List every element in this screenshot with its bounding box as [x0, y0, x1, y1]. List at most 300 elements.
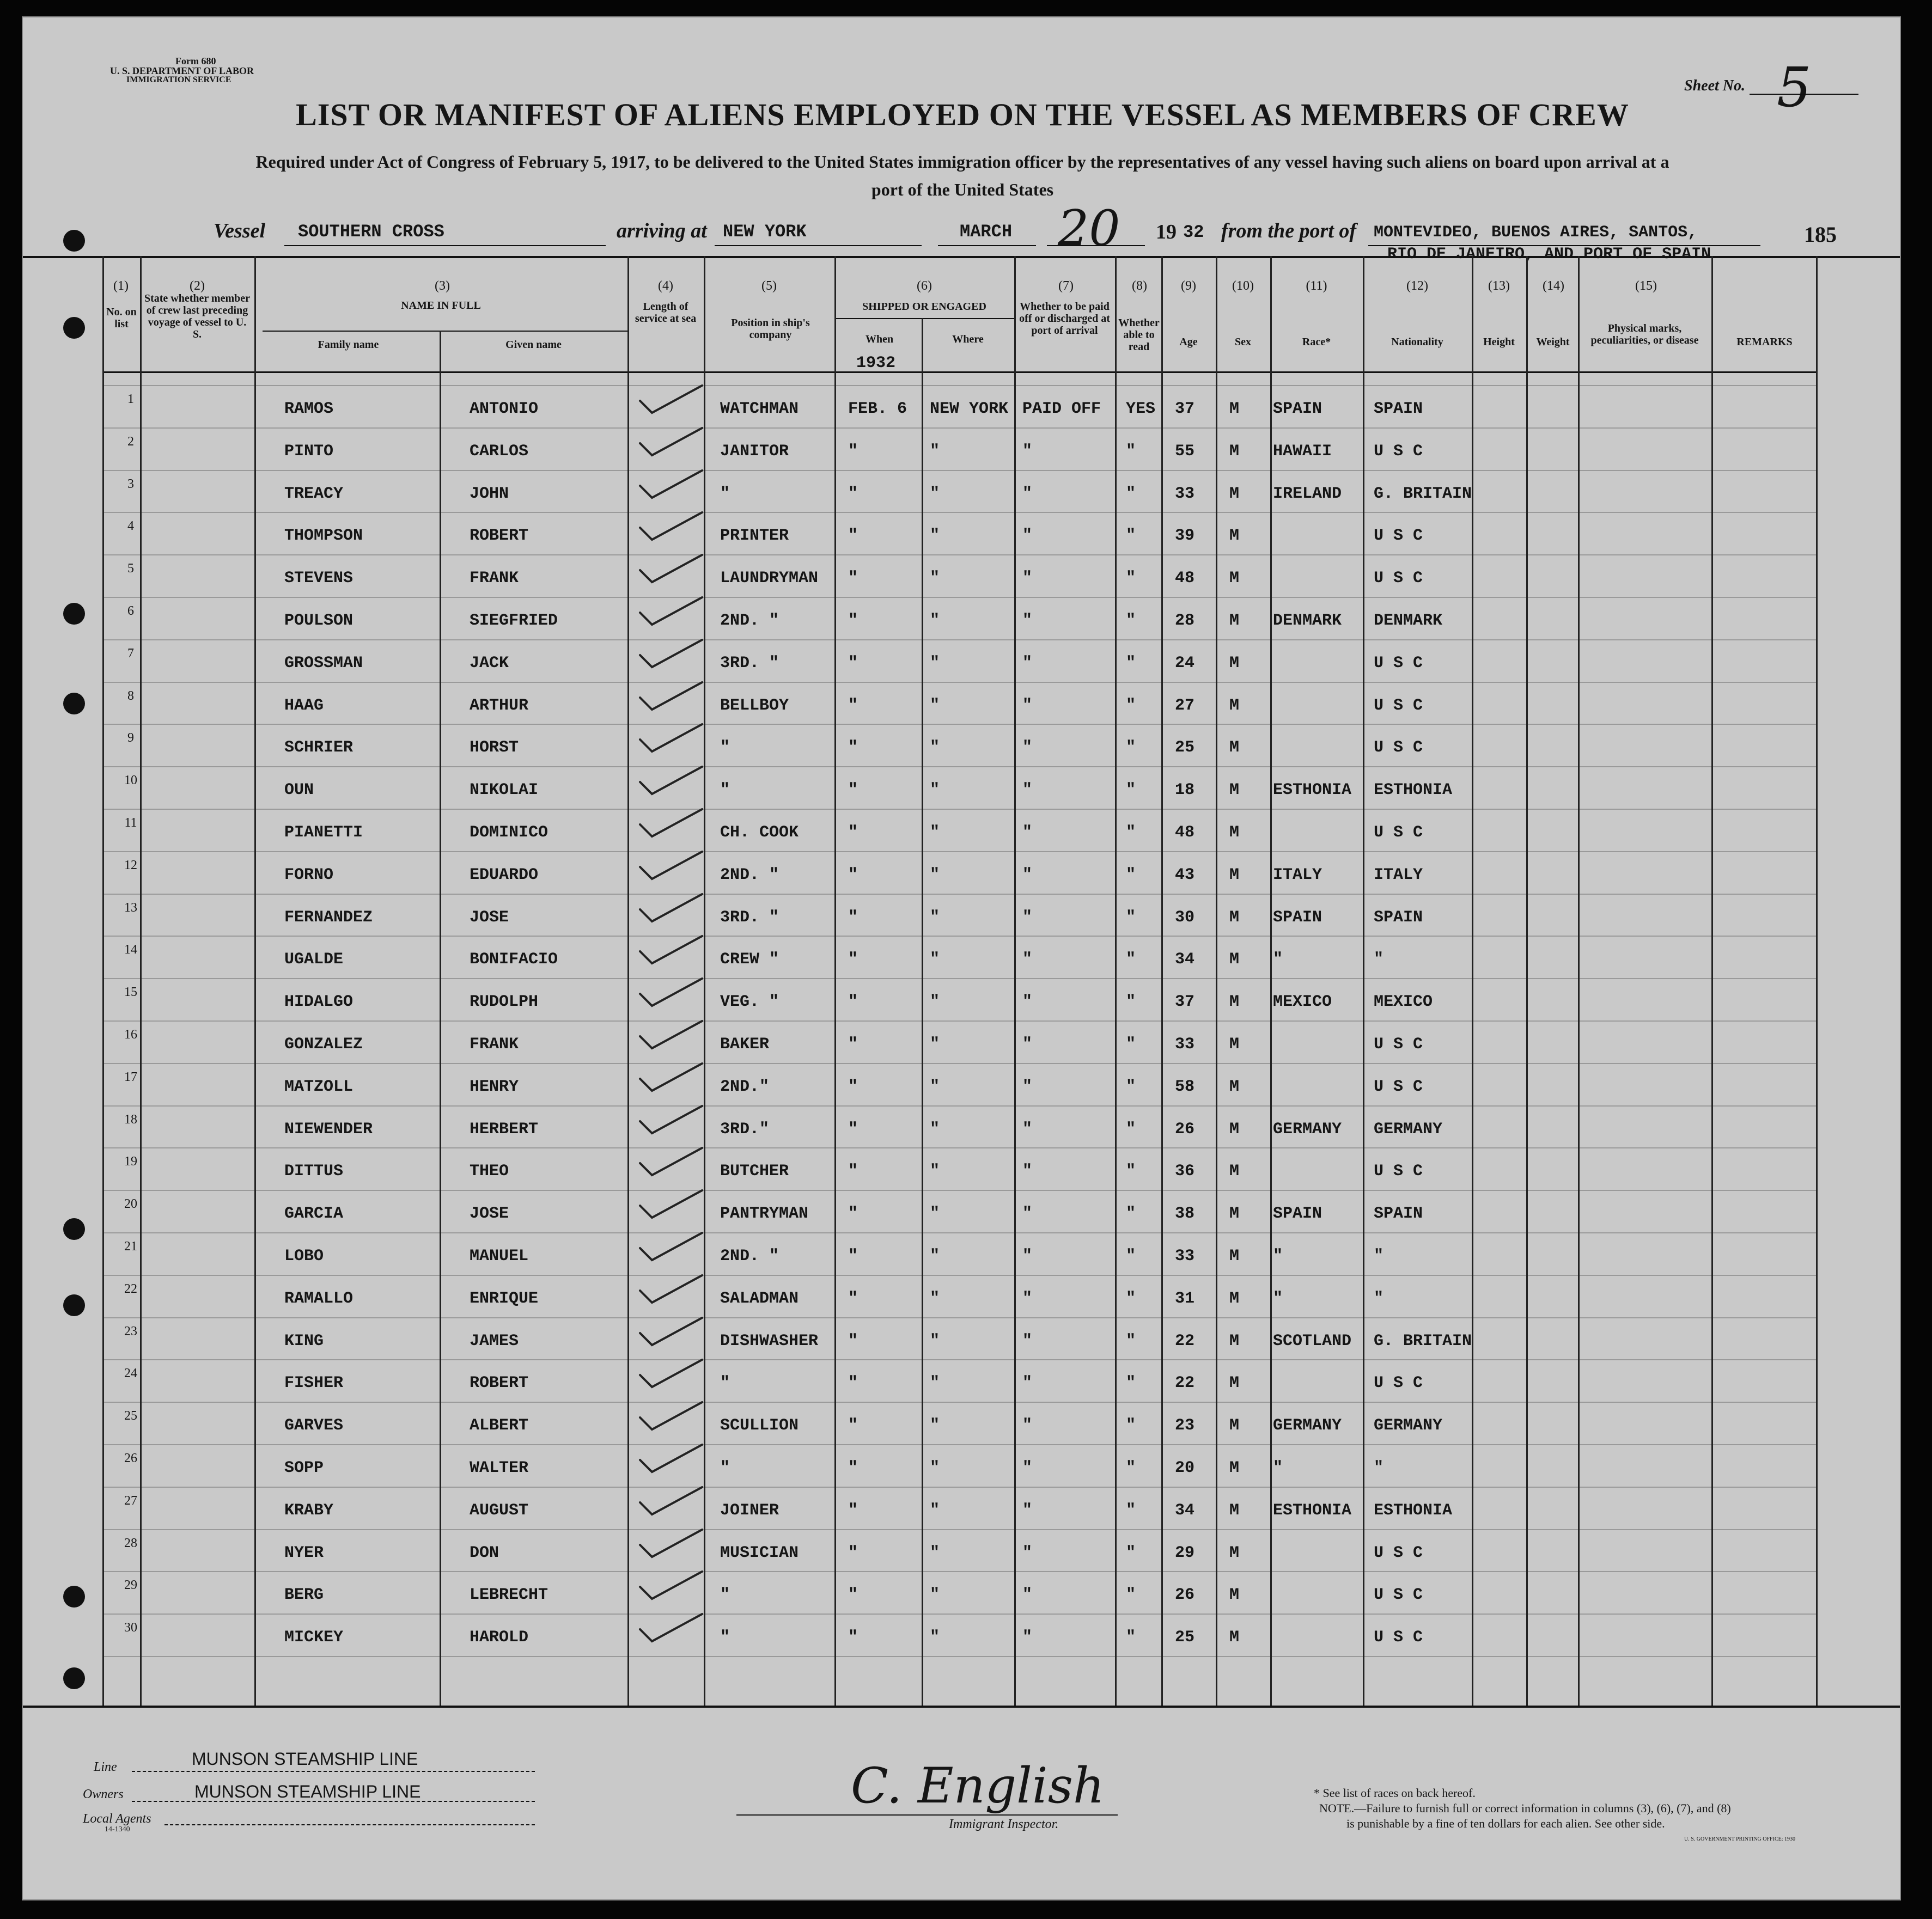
race-cell: SCOTLAND [1273, 1331, 1352, 1350]
year-prefix: 19 [1156, 221, 1177, 243]
col-header-height: Height [1483, 336, 1515, 348]
col-header-when: When [865, 333, 894, 345]
position-cell: SALADMAN [720, 1289, 799, 1308]
position-cell: 2ND. " [720, 1247, 779, 1266]
sex-cell: M [1229, 1543, 1240, 1562]
shipped-where-cell: " [930, 1416, 940, 1435]
age-cell: 39 [1175, 527, 1195, 546]
age-cell: 30 [1175, 908, 1195, 927]
position-cell: SCULLION [720, 1416, 799, 1435]
nationality-cell: U S C [1374, 527, 1423, 546]
family-name-cell: GROSSMAN [284, 653, 363, 673]
position-cell: LAUNDRYMAN [720, 569, 819, 588]
column-divider [1472, 256, 1473, 1706]
family-name-cell: HIDALGO [284, 993, 354, 1012]
col-num: (10) [1232, 279, 1254, 293]
row-rule [102, 512, 1816, 513]
age-cell: 20 [1175, 1459, 1195, 1477]
col-header-service: Length of service at sea [635, 301, 697, 325]
printer-imprint: U. S. GOVERNMENT PRINTING OFFICE: 1930 [1684, 1836, 1795, 1842]
able-to-read-cell: " [1126, 1289, 1136, 1308]
race-cell: HAWAII [1273, 442, 1332, 461]
row-rule [102, 766, 1816, 767]
given-name-cell: JOSE [470, 1205, 509, 1224]
sex-cell: M [1229, 950, 1240, 969]
given-name-cell: NIKOLAI [470, 781, 539, 800]
row-rule [102, 851, 1816, 852]
race-cell: ESTHONIA [1273, 781, 1352, 800]
able-to-read-cell: " [1126, 908, 1136, 927]
shipped-when-cell: " [848, 1120, 858, 1139]
arrival-port: NEW YORK [723, 222, 807, 242]
col-header-given: Given name [505, 339, 562, 351]
age-cell: 22 [1175, 1374, 1195, 1393]
row-number-cell: 15 [124, 985, 137, 1000]
age-cell: 24 [1175, 653, 1195, 673]
sex-cell: M [1229, 612, 1240, 630]
shipped-where-cell: " [930, 1501, 940, 1520]
punch-hole [63, 1586, 85, 1608]
owners-label: Owners [83, 1787, 124, 1801]
nationality-cell: U S C [1374, 823, 1423, 842]
column-divider [1711, 256, 1713, 1706]
column-divider [140, 256, 142, 1706]
race-cell: IRELAND [1273, 484, 1342, 503]
page-title: LIST OR MANIFEST OF ALIENS EMPLOYED ON THE VESSEL AS MEMBERS OF CREW [296, 97, 1629, 132]
manifest-sheet [22, 16, 1901, 1900]
shipped-when-cell: " [848, 781, 858, 800]
position-cell: 2ND." [720, 1077, 770, 1096]
row-number-cell: 13 [124, 900, 137, 915]
row-rule [102, 1105, 1816, 1107]
row-number-cell: 29 [124, 1578, 137, 1593]
row-number-cell: 11 [124, 816, 137, 830]
race-cell: ESTHONIA [1273, 1501, 1352, 1520]
row-number-cell: 28 [124, 1536, 137, 1550]
sex-cell: M [1229, 823, 1240, 842]
given-name-cell: AUGUST [470, 1501, 529, 1520]
row-number-cell: 18 [124, 1112, 137, 1127]
given-name-cell: THEO [470, 1162, 509, 1181]
sex-cell: M [1229, 442, 1240, 461]
shipped-when-cell: " [848, 1586, 858, 1605]
column-divider [834, 256, 836, 1706]
family-name-cell: FORNO [284, 865, 334, 884]
col-header-family: Family name [318, 339, 379, 351]
age-cell: 36 [1175, 1162, 1195, 1181]
column-divider [1161, 256, 1163, 1706]
position-cell: " [720, 1459, 730, 1477]
line-value: MUNSON STEAMSHIP LINE [192, 1749, 418, 1769]
check-mark-icon [636, 1568, 706, 1601]
sex-cell: M [1229, 1586, 1240, 1605]
subheader-rule-names [263, 331, 627, 332]
arrival-day: 20 [1058, 200, 1120, 257]
given-name-cell: SIEGFRIED [470, 612, 558, 630]
page-reference: 185 [1804, 222, 1837, 247]
paid-off-cell: " [1022, 1628, 1033, 1647]
able-to-read-cell: " [1126, 1543, 1136, 1562]
row-number-cell: 6 [127, 604, 134, 618]
col-num: (1) [113, 279, 129, 293]
row-rule [102, 1656, 1816, 1657]
row-rule [102, 554, 1816, 555]
position-cell: " [720, 484, 730, 503]
punch-hole [63, 1667, 85, 1689]
col-header-where: Where [952, 333, 984, 345]
row-rule [102, 682, 1816, 683]
check-mark-icon [636, 1399, 706, 1432]
column-divider [1216, 256, 1217, 1706]
race-cell: " [1273, 1247, 1283, 1266]
col-header-nationality: Nationality [1391, 336, 1443, 348]
shipped-where-cell: " [930, 908, 940, 927]
shipped-where-cell: " [930, 993, 940, 1012]
header-bottom-border [102, 371, 1816, 373]
nationality-cell: SPAIN [1374, 400, 1423, 418]
paid-off-cell: " [1022, 823, 1033, 842]
sex-cell: M [1229, 653, 1240, 673]
sex-cell: M [1229, 1289, 1240, 1308]
paid-off-cell: " [1022, 1501, 1033, 1520]
race-cell: ITALY [1273, 865, 1322, 884]
able-to-read-cell: " [1126, 527, 1136, 546]
check-mark-icon [636, 933, 706, 965]
nationality-cell: U S C [1374, 1077, 1423, 1096]
column-divider [440, 331, 441, 1706]
check-mark-icon [636, 1526, 706, 1559]
given-name-cell: JOHN [470, 484, 509, 503]
check-mark-icon [636, 806, 706, 839]
check-mark-icon [636, 509, 706, 542]
able-to-read-cell: " [1126, 1374, 1136, 1393]
signature-line [736, 1814, 1118, 1816]
family-name-cell: SCHRIER [284, 738, 354, 757]
sex-cell: M [1229, 1035, 1240, 1054]
shipped-where-cell: " [930, 527, 940, 546]
position-cell: BELLBOY [720, 696, 789, 715]
given-name-cell: HERBERT [470, 1120, 539, 1139]
age-cell: 34 [1175, 950, 1195, 969]
row-number-cell: 23 [124, 1324, 137, 1339]
age-cell: 22 [1175, 1331, 1195, 1350]
column-divider [102, 256, 104, 1706]
col-num: (12) [1406, 279, 1428, 293]
inspector-label: Immigrant Inspector. [949, 1817, 1059, 1831]
family-name-cell: RAMALLO [284, 1289, 354, 1308]
shipped-when-cell: " [848, 1205, 858, 1224]
age-cell: 43 [1175, 865, 1195, 884]
column-divider [627, 256, 629, 1706]
check-mark-icon [636, 721, 706, 754]
shipped-when-cell: " [848, 1035, 858, 1054]
shipped-where-cell: " [930, 1586, 940, 1605]
row-number-cell: 14 [124, 943, 137, 957]
sheet-number: 5 [1777, 56, 1812, 119]
able-to-read-cell: " [1126, 484, 1136, 503]
family-name-cell: NYER [284, 1543, 324, 1562]
family-name-cell: GARVES [284, 1416, 344, 1435]
form-number: Form 680 [175, 56, 216, 66]
family-name-cell: FISHER [284, 1374, 344, 1393]
shipped-when-cell: " [848, 527, 858, 546]
col-header-weight: Weight [1536, 336, 1570, 348]
row-rule [102, 978, 1816, 979]
able-to-read-cell: " [1126, 1628, 1136, 1647]
paid-off-cell: " [1022, 1035, 1033, 1054]
nationality-cell: U S C [1374, 1586, 1423, 1605]
sex-cell: M [1229, 781, 1240, 800]
row-number-cell: 24 [124, 1366, 137, 1381]
age-cell: 48 [1175, 569, 1195, 588]
shipped-where-cell: " [930, 612, 940, 630]
col-header-shipped: SHIPPED OR ENGAGED [862, 301, 986, 313]
shipped-when-cell: FEB. 6 [848, 400, 907, 418]
age-cell: 33 [1175, 484, 1195, 503]
paid-off-cell: " [1022, 653, 1033, 673]
sex-cell: M [1229, 993, 1240, 1012]
nationality-cell: " [1374, 1247, 1384, 1266]
age-cell: 28 [1175, 612, 1195, 630]
race-cell: SPAIN [1273, 1205, 1322, 1224]
from-ports-line-2: RIO DE JANEIRO, AND PORT OF SPAIN [1387, 245, 1711, 264]
row-rule [102, 809, 1816, 810]
given-name-cell: DON [470, 1543, 499, 1562]
age-cell: 25 [1175, 738, 1195, 757]
able-to-read-cell: " [1126, 1586, 1136, 1605]
col-num: (5) [761, 279, 777, 293]
sex-cell: M [1229, 400, 1240, 418]
family-name-cell: KRABY [284, 1501, 334, 1520]
nationality-cell: U S C [1374, 1374, 1423, 1393]
row-number-cell: 5 [127, 561, 134, 576]
row-number-cell: 16 [124, 1028, 137, 1042]
shipped-where-cell: " [930, 1077, 940, 1096]
race-cell: GERMANY [1273, 1120, 1342, 1139]
position-cell: 3RD." [720, 1120, 770, 1139]
shipped-where-cell: " [930, 823, 940, 842]
row-number-cell: 30 [124, 1621, 137, 1635]
shipped-when-cell: " [848, 1247, 858, 1266]
check-mark-icon [636, 552, 706, 584]
given-name-cell: DOMINICO [470, 823, 548, 842]
paid-off-cell: " [1022, 1331, 1033, 1350]
row-number-cell: 8 [127, 688, 134, 703]
sex-cell: M [1229, 865, 1240, 884]
given-name-cell: ROBERT [470, 1374, 529, 1393]
given-name-cell: JACK [470, 653, 509, 673]
shipped-when-cell: " [848, 1501, 858, 1520]
column-divider [922, 318, 923, 1706]
given-name-cell: ROBERT [470, 527, 529, 546]
nationality-cell: MEXICO [1374, 993, 1433, 1012]
check-mark-icon [636, 1441, 706, 1474]
family-name-cell: PINTO [284, 442, 334, 461]
position-cell: 2ND. " [720, 612, 779, 630]
position-cell: CREW " [720, 950, 779, 969]
line-label: Line [94, 1760, 117, 1774]
family-name-cell: UGALDE [284, 950, 344, 969]
given-name-cell: CARLOS [470, 442, 529, 461]
age-cell: 33 [1175, 1247, 1195, 1266]
family-name-cell: THOMPSON [284, 527, 363, 546]
row-number-cell: 10 [124, 773, 137, 788]
given-name-cell: ENRIQUE [470, 1289, 539, 1308]
vessel-underline [284, 245, 606, 246]
row-rule [102, 597, 1816, 598]
col-num: (4) [658, 279, 673, 293]
check-mark-icon [636, 1272, 706, 1305]
position-cell: " [720, 781, 730, 800]
row-number-cell: 26 [124, 1451, 137, 1465]
position-cell: " [720, 1374, 730, 1393]
row-rule [102, 1020, 1816, 1022]
sex-cell: M [1229, 1205, 1240, 1224]
position-cell: JANITOR [720, 442, 789, 461]
race-cell: MEXICO [1273, 993, 1332, 1012]
nationality-cell: G. BRITAIN [1374, 1331, 1472, 1350]
family-name-cell: KING [284, 1331, 324, 1350]
subtitle-line-2: port of the United States [871, 180, 1054, 199]
row-rule [102, 427, 1816, 429]
race-cell: SPAIN [1273, 908, 1322, 927]
age-cell: 48 [1175, 823, 1195, 842]
paid-off-cell: " [1022, 1205, 1033, 1224]
able-to-read-cell: " [1126, 738, 1136, 757]
given-name-cell: MANUEL [470, 1247, 529, 1266]
family-name-cell: MATZOLL [284, 1077, 354, 1096]
row-rule [102, 1444, 1816, 1445]
able-to-read-cell: " [1126, 1416, 1136, 1435]
col-num: (13) [1488, 279, 1510, 293]
shipped-where-cell: " [930, 1289, 940, 1308]
note-failure: NOTE.—Failure to furnish full or correct information in columns (3), (6), (7), and (8) [1319, 1801, 1731, 1815]
sex-cell: M [1229, 484, 1240, 503]
shipped-where-cell: " [930, 1331, 940, 1350]
sex-cell: M [1229, 738, 1240, 757]
paid-off-cell: " [1022, 1077, 1033, 1096]
row-rule [102, 1147, 1816, 1148]
nationality-cell: U S C [1374, 569, 1423, 588]
nationality-cell: U S C [1374, 653, 1423, 673]
able-to-read-cell: " [1126, 1247, 1136, 1266]
position-cell: 3RD. " [720, 653, 779, 673]
given-name-cell: LEBRECHT [470, 1586, 548, 1605]
col-header-paid-off: Whether to be paid off or discharged at port of arrival [1019, 301, 1110, 337]
owners-value: MUNSON STEAMSHIP LINE [194, 1782, 421, 1801]
column-divider [1816, 256, 1818, 1706]
paid-off-cell: " [1022, 1374, 1033, 1393]
shipped-when-cell: " [848, 908, 858, 927]
check-mark-icon [636, 637, 706, 669]
shipped-when-cell: " [848, 738, 858, 757]
shipped-where-cell: NEW YORK [930, 400, 1009, 418]
family-name-cell: GONZALEZ [284, 1035, 363, 1054]
col-header-physical: Physical marks, peculiarities, or disease [1590, 322, 1699, 346]
col-header-no: No. on list [106, 306, 137, 330]
given-name-cell: HAROLD [470, 1628, 529, 1647]
age-cell: 29 [1175, 1543, 1195, 1562]
position-cell: " [720, 738, 730, 757]
given-name-cell: JAMES [470, 1331, 519, 1350]
position-cell: JOINER [720, 1501, 779, 1520]
paid-off-cell: " [1022, 993, 1033, 1012]
col-header-name: NAME IN FULL [401, 300, 481, 311]
column-divider [1578, 256, 1580, 1706]
check-mark-icon [636, 1315, 706, 1347]
col-num: (8) [1132, 279, 1147, 293]
column-divider [1270, 256, 1272, 1706]
subtitle-line-1: Required under Act of Congress of February 5, 1917, to be delivered to the United States immigration officer by the representatives of any vessel having such aliens on board upon arrival at a [255, 152, 1669, 172]
check-mark-icon [636, 467, 706, 500]
shipped-where-cell: " [930, 442, 940, 461]
given-name-cell: RUDOLPH [470, 993, 539, 1012]
given-name-cell: JOSE [470, 908, 509, 927]
row-rule [102, 639, 1816, 640]
col-num: (3) [435, 279, 450, 293]
check-mark-icon [636, 382, 706, 415]
row-rule [102, 1487, 1816, 1488]
nationality-cell: ESTHONIA [1374, 1501, 1453, 1520]
able-to-read-cell: " [1126, 823, 1136, 842]
col-num: (2) [190, 279, 205, 293]
shipped-where-cell: " [930, 1628, 940, 1647]
row-rule [102, 1232, 1816, 1233]
shipped-when-cell: " [848, 950, 858, 969]
line-underline [132, 1771, 535, 1772]
given-name-cell: ANTONIO [470, 400, 539, 418]
row-rule [102, 1275, 1816, 1276]
able-to-read-cell: " [1126, 781, 1136, 800]
check-mark-icon [636, 1484, 706, 1517]
age-cell: 33 [1175, 1035, 1195, 1054]
shipped-when-cell: " [848, 993, 858, 1012]
age-cell: 23 [1175, 1416, 1195, 1435]
age-cell: 25 [1175, 1628, 1195, 1647]
month-underline [938, 245, 1036, 246]
arrival-month: MARCH [960, 222, 1013, 242]
punch-hole [63, 1294, 85, 1316]
position-cell: VEG. " [720, 993, 779, 1012]
paid-off-cell: " [1022, 1459, 1033, 1477]
sex-cell: M [1229, 1247, 1240, 1266]
nationality-cell: " [1374, 1289, 1384, 1308]
row-rule [102, 1529, 1816, 1530]
shipped-where-cell: " [930, 653, 940, 673]
family-name-cell: RAMOS [284, 400, 334, 418]
paid-off-cell: " [1022, 1162, 1033, 1181]
check-mark-icon [636, 1060, 706, 1093]
check-mark-icon [636, 1145, 706, 1177]
from-label: from the port of [1221, 219, 1357, 242]
shipped-when-cell: " [848, 823, 858, 842]
sex-cell: M [1229, 1120, 1240, 1139]
owners-underline [132, 1801, 535, 1802]
nationality-cell: SPAIN [1374, 908, 1423, 927]
position-cell: CH. COOK [720, 823, 799, 842]
given-name-cell: HENRY [470, 1077, 519, 1096]
shipped-where-cell: " [930, 1035, 940, 1054]
sex-cell: M [1229, 696, 1240, 715]
check-mark-icon [636, 425, 706, 457]
nationality-cell: ITALY [1374, 865, 1423, 884]
check-mark-icon [636, 763, 706, 796]
col-header-sex: Sex [1235, 336, 1251, 348]
column-divider [1014, 256, 1016, 1706]
able-to-read-cell: " [1126, 696, 1136, 715]
family-name-cell: BERG [284, 1586, 324, 1605]
check-mark-icon [636, 1356, 706, 1389]
